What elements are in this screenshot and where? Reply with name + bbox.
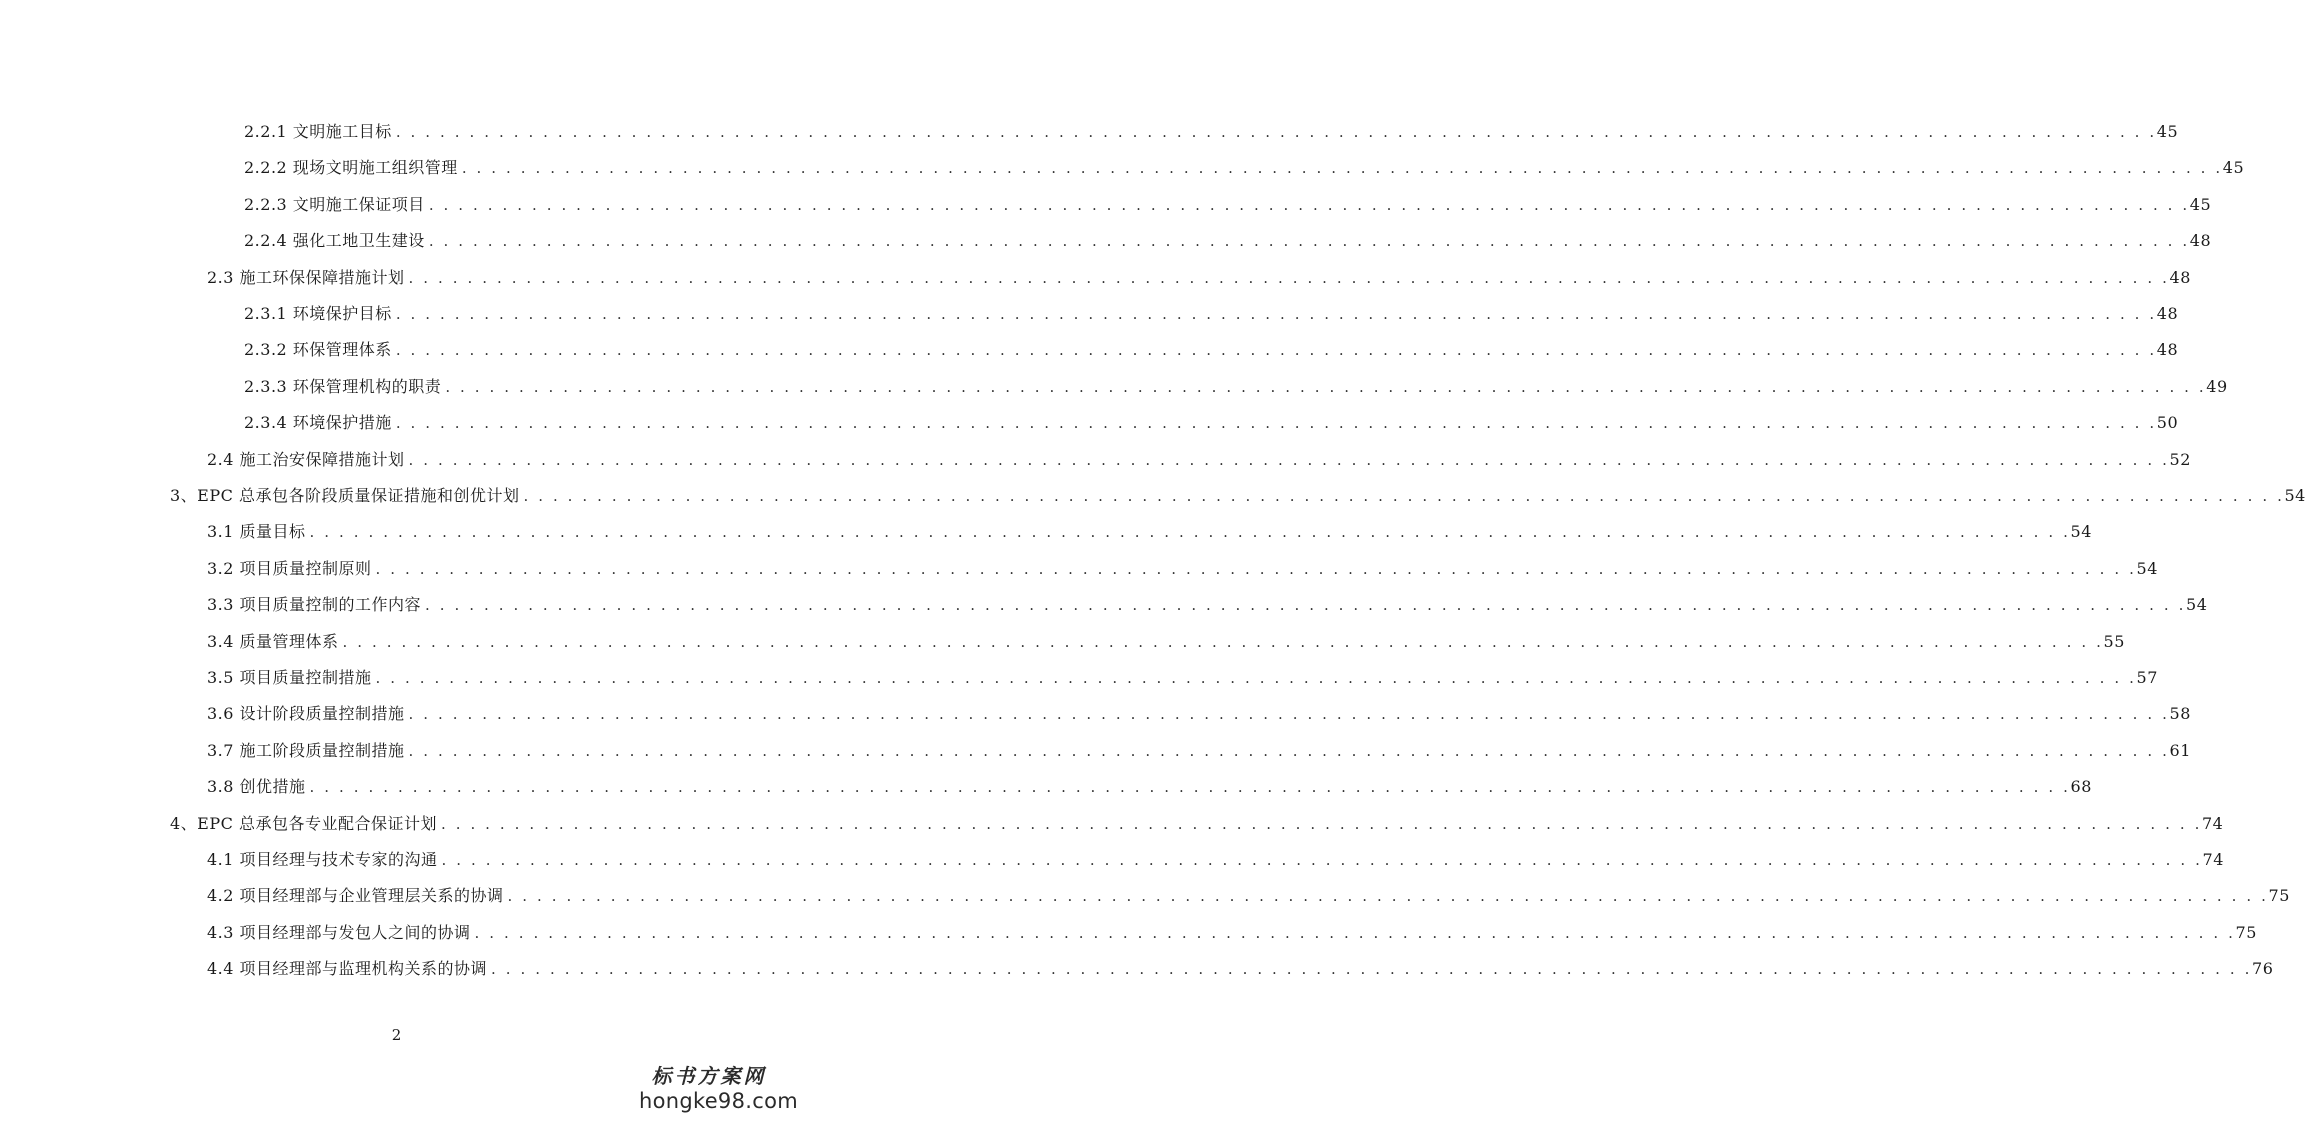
toc-entry[interactable] <box>244 407 2179 433</box>
toc-entry-page: 75 <box>2235 922 2257 942</box>
toc-entry[interactable] <box>244 189 2212 215</box>
toc-entry-page: 45 <box>2189 194 2212 214</box>
toc-entry-page: 48 <box>2189 231 2212 251</box>
dot-leader: . . . . . . . . . . . . . . . . . . . . . . . . . . . . . . . . . . . . . . . . . . . . . . . . . . . . . . . . . . . . . . . . . . . . . . . . . . . . . . . . . . . . . . . . . . . . . . . . . . . . . . . . . . . . . . . . . . . . . . . . <box>408 741 2170 760</box>
dot-leader: . . . . . . . . . . . . . . . . . . . . . . . . . . . . . . . . . . . . . . . . . . . . . . . . . . . . . . . . . . . . . . . . . . . . . . . . . . . . . . . . . . . . . . . . . . . . . . . . . . . . . . . . . . . . . . . . . . . . . . . . <box>523 487 2285 505</box>
toc-entry-title: 2.3.3 环保管理机构的职责 <box>244 376 442 396</box>
toc-entry-title: 3.5 项目质量控制措施 <box>207 668 372 687</box>
dot-leader: . . . . . . . . . . . . . . . . . . . . . . . . . . . . . . . . . . . . . . . . . . . . . . . . . . . . . . . . . . . . . . . . . . . . . . . . . . . . . . . . . . . . . . . . . . . . . . . . . . . . . . . . . . . . . . . . . . . . . . . . <box>441 851 2203 869</box>
dot-leader: . . . . . . . . . . . . . . . . . . . . . . . . . . . . . . . . . . . . . . . . . . . . . . . . . . . . . . . . . . . . . . . . . . . . . . . . . . . . . . . . . . . . . . . . . . . . . . . . . . . . . . . . . . . . . . . . . . . . . . . . <box>428 195 2190 214</box>
toc-entry[interactable] <box>207 444 2191 470</box>
toc-entry-page: 48 <box>2169 267 2191 287</box>
dot-leader: . . . . . . . . . . . . . . . . . . . . . . . . . . . . . . . . . . . . . . . . . . . . . . . . . . . . . . . . . . . . . . . . . . . . . . . . . . . . . . . . . . . . . . . . . . . . . . . . . . . . . . . . . . . . . . . . . . . . . . . . <box>375 559 2137 578</box>
toc-entry[interactable] <box>244 334 2179 360</box>
toc-entry-title: 4.3 项目经理部与发包人之间的协调 <box>207 922 471 942</box>
toc-entry-title: 4.1 项目经理与技术专家的沟通 <box>207 850 438 869</box>
toc-entry[interactable] <box>207 953 2274 979</box>
toc-entry-page: 50 <box>2156 413 2179 433</box>
dot-leader: . . . . . . . . . . . . . . . . . . . . . . . . . . . . . . . . . . . . . . . . . . . . . . . . . . . . . . . . . . . . . . . . . . . . . . . . . . . . . . . . . . . . . . . . . . . . . . . . . . . . . . . . . . . . . . . . . . . . . . . . <box>395 414 2157 433</box>
toc-entry-page: 76 <box>2252 959 2274 979</box>
dot-leader: . . . . . . . . . . . . . . . . . . . . . . . . . . . . . . . . . . . . . . . . . . . . . . . . . . . . . . . . . . . . . . . . . . . . . . . . . . . . . . . . . . . . . . . . . . . . . . . . . . . . . . . . . . . . . . . . . . . . . . . . <box>474 923 2236 942</box>
toc-entry-title: 3.3 项目质量控制的工作内容 <box>207 595 422 615</box>
toc-entry-page: 54 <box>2136 558 2158 578</box>
toc-entry-title: 3.1 质量目标 <box>207 522 306 542</box>
toc-entry-page: 45 <box>2222 158 2245 178</box>
toc-entry[interactable] <box>207 262 2191 288</box>
dot-leader: . . . . . . . . . . . . . . . . . . . . . . . . . . . . . . . . . . . . . . . . . . . . . . . . . . . . . . . . . . . . . . . . . . . . . . . . . . . . . . . . . . . . . . . . . . . . . . . . . . . . . . . . . . . . . . . . . . . . . . . . <box>395 305 2157 323</box>
toc-entry-page: 49 <box>2206 376 2228 396</box>
toc-entry[interactable] <box>207 735 2191 761</box>
watermark-url: hongke98.com <box>639 1089 798 1113</box>
toc-entry[interactable] <box>244 116 2179 142</box>
toc-entry-page: 68 <box>2070 777 2092 797</box>
toc-entry[interactable] <box>244 371 2228 397</box>
dot-leader: . . . . . . . . . . . . . . . . . . . . . . . . . . . . . . . . . . . . . . . . . . . . . . . . . . . . . . . . . . . . . . . . . . . . . . . . . . . . . . . . . . . . . . . . . . . . . . . . . . . . . . . . . . . . . . . . . . . . . . . . <box>461 159 2223 178</box>
toc-entry-title: 3、EPC 总承包各阶段质量保证措施和创优计划 <box>170 486 520 505</box>
toc-entry-page: 75 <box>2268 886 2290 906</box>
dot-leader: . . . . . . . . . . . . . . . . . . . . . . . . . . . . . . . . . . . . . . . . . . . . . . . . . . . . . . . . . . . . . . . . . . . . . . . . . . . . . . . . . . . . . . . . . . . . . . . . . . . . . . . . . . . . . . . . . . . . . . . . <box>395 341 2157 360</box>
dot-leader: . . . . . . . . . . . . . . . . . . . . . . . . . . . . . . . . . . . . . . . . . . . . . . . . . . . . . . . . . . . . . . . . . . . . . . . . . . . . . . . . . . . . . . . . . . . . . . . . . . . . . . . . . . . . . . . . . . . . . . . . <box>507 887 2269 906</box>
toc-entry-page: 48 <box>2156 304 2179 323</box>
toc-entry-title: 3.7 施工阶段质量控制措施 <box>207 740 405 760</box>
toc-entry[interactable] <box>207 553 2158 579</box>
toc-entry-page: 45 <box>2156 122 2179 141</box>
dot-leader: . . . . . . . . . . . . . . . . . . . . . . . . . . . . . . . . . . . . . . . . . . . . . . . . . . . . . . . . . . . . . . . . . . . . . . . . . . . . . . . . . . . . . . . . . . . . . . . . . . . . . . . . . . . . . . . . . . . . . . . . <box>395 123 2157 141</box>
dot-leader: . . . . . . . . . . . . . . . . . . . . . . . . . . . . . . . . . . . . . . . . . . . . . . . . . . . . . . . . . . . . . . . . . . . . . . . . . . . . . . . . . . . . . . . . . . . . . . . . . . . . . . . . . . . . . . . . . . . . . . . . <box>425 596 2187 615</box>
toc-entry-page: 52 <box>2169 449 2191 469</box>
dot-leader: . . . . . . . . . . . . . . . . . . . . . . . . . . . . . . . . . . . . . . . . . . . . . . . . . . . . . . . . . . . . . . . . . . . . . . . . . . . . . . . . . . . . . . . . . . . . . . . . . . . . . . . . . . . . . . . . . . . . . . . . <box>342 632 2104 651</box>
toc-entry-page: 54 <box>2284 486 2306 505</box>
toc-entry-title: 2.4 施工治安保障措施计划 <box>207 449 405 469</box>
toc-entry[interactable] <box>207 880 2290 906</box>
toc-entry-page: 54 <box>2070 522 2092 542</box>
toc-entry-page: 74 <box>2202 850 2224 869</box>
dot-leader: . . . . . . . . . . . . . . . . . . . . . . . . . . . . . . . . . . . . . . . . . . . . . . . . . . . . . . . . . . . . . . . . . . . . . . . . . . . . . . . . . . . . . . . . . . . . . . . . . . . . . . . . . . . . . . . . . . . . . . . . <box>408 450 2170 469</box>
toc-entry-title: 2.2.3 文明施工保证项目 <box>244 194 425 214</box>
dot-leader: . . . . . . . . . . . . . . . . . . . . . . . . . . . . . . . . . . . . . . . . . . . . . . . . . . . . . . . . . . . . . . . . . . . . . . . . . . . . . . . . . . . . . . . . . . . . . . . . . . . . . . . . . . . . . . . . . . . . . . . . <box>440 814 2202 833</box>
toc-entry-page: 54 <box>2186 595 2208 615</box>
dot-leader: . . . . . . . . . . . . . . . . . . . . . . . . . . . . . . . . . . . . . . . . . . . . . . . . . . . . . . . . . . . . . . . . . . . . . . . . . . . . . . . . . . . . . . . . . . . . . . . . . . . . . . . . . . . . . . . . . . . . . . . . <box>491 960 2253 979</box>
dot-leader: . . . . . . . . . . . . . . . . . . . . . . . . . . . . . . . . . . . . . . . . . . . . . . . . . . . . . . . . . . . . . . . . . . . . . . . . . . . . . . . . . . . . . . . . . . . . . . . . . . . . . . . . . . . . . . . . . . . . . . . . <box>408 705 2170 724</box>
toc-entry-page: 74 <box>2201 813 2224 833</box>
toc-entry-page: 55 <box>2103 631 2125 651</box>
toc-entry-title: 3.4 质量管理体系 <box>207 631 339 651</box>
toc-entry-title: 3.2 项目质量控制原则 <box>207 558 372 578</box>
toc-entry[interactable] <box>207 516 2092 542</box>
toc-entry[interactable] <box>244 298 2179 324</box>
toc-entry-title: 2.2.2 现场文明施工组织管理 <box>244 158 458 178</box>
toc-entry-title: 2.3.2 环保管理体系 <box>244 340 392 360</box>
watermark-logo <box>639 1064 798 1114</box>
toc-entry[interactable] <box>244 225 2212 251</box>
dot-leader: . . . . . . . . . . . . . . . . . . . . . . . . . . . . . . . . . . . . . . . . . . . . . . . . . . . . . . . . . . . . . . . . . . . . . . . . . . . . . . . . . . . . . . . . . . . . . . . . . . . . . . . . . . . . . . . . . . . . . . . . <box>309 523 2071 542</box>
toc-entry[interactable] <box>207 626 2125 652</box>
toc-entry-title: 4、EPC 总承包各专业配合保证计划 <box>170 813 437 833</box>
toc-entry-title: 4.4 项目经理部与监理机构关系的协调 <box>207 959 488 979</box>
watermark-name: 标书方案网 <box>651 1064 767 1088</box>
toc-entry-title: 3.8 创优措施 <box>207 777 306 797</box>
dot-leader: . . . . . . . . . . . . . . . . . . . . . . . . . . . . . . . . . . . . . . . . . . . . . . . . . . . . . . . . . . . . . . . . . . . . . . . . . . . . . . . . . . . . . . . . . . . . . . . . . . . . . . . . . . . . . . . . . . . . . . . . <box>375 669 2137 687</box>
toc-entry-title: 2.3 施工环保保障措施计划 <box>207 267 405 287</box>
toc-entry-page: 48 <box>2156 340 2179 360</box>
toc-entry-title: 2.3.4 环境保护措施 <box>244 413 392 433</box>
page-number: 2 <box>391 1026 402 1044</box>
toc-entry[interactable] <box>207 662 2158 688</box>
toc-entry-title: 2.2.4 强化工地卫生建设 <box>244 231 425 251</box>
toc-entry[interactable] <box>170 480 2306 506</box>
toc-entry-page: 58 <box>2169 704 2191 724</box>
toc-entry[interactable] <box>207 917 2257 943</box>
toc-entry[interactable] <box>170 808 2224 834</box>
dot-leader: . . . . . . . . . . . . . . . . . . . . . . . . . . . . . . . . . . . . . . . . . . . . . . . . . . . . . . . . . . . . . . . . . . . . . . . . . . . . . . . . . . . . . . . . . . . . . . . . . . . . . . . . . . . . . . . . . . . . . . . . <box>309 778 2071 797</box>
toc-entry-page: 57 <box>2136 668 2158 687</box>
dot-leader: . . . . . . . . . . . . . . . . . . . . . . . . . . . . . . . . . . . . . . . . . . . . . . . . . . . . . . . . . . . . . . . . . . . . . . . . . . . . . . . . . . . . . . . . . . . . . . . . . . . . . . . . . . . . . . . . . . . . . . . . <box>445 377 2207 396</box>
toc-entry[interactable] <box>244 152 2245 178</box>
toc-entry-title: 3.6 设计阶段质量控制措施 <box>207 704 405 724</box>
toc-entry[interactable] <box>207 771 2092 797</box>
toc-entry-page: 61 <box>2169 740 2191 760</box>
toc-entry[interactable] <box>207 844 2224 870</box>
toc-entry-title: 2.2.1 文明施工目标 <box>244 122 392 141</box>
toc-entry-title: 4.2 项目经理部与企业管理层关系的协调 <box>207 886 504 906</box>
toc-entry-title: 2.3.1 环境保护目标 <box>244 304 392 323</box>
toc-entry[interactable] <box>207 589 2208 615</box>
toc-entry[interactable] <box>207 698 2191 724</box>
dot-leader: . . . . . . . . . . . . . . . . . . . . . . . . . . . . . . . . . . . . . . . . . . . . . . . . . . . . . . . . . . . . . . . . . . . . . . . . . . . . . . . . . . . . . . . . . . . . . . . . . . . . . . . . . . . . . . . . . . . . . . . . <box>408 268 2170 287</box>
dot-leader: . . . . . . . . . . . . . . . . . . . . . . . . . . . . . . . . . . . . . . . . . . . . . . . . . . . . . . . . . . . . . . . . . . . . . . . . . . . . . . . . . . . . . . . . . . . . . . . . . . . . . . . . . . . . . . . . . . . . . . . . <box>428 232 2190 251</box>
